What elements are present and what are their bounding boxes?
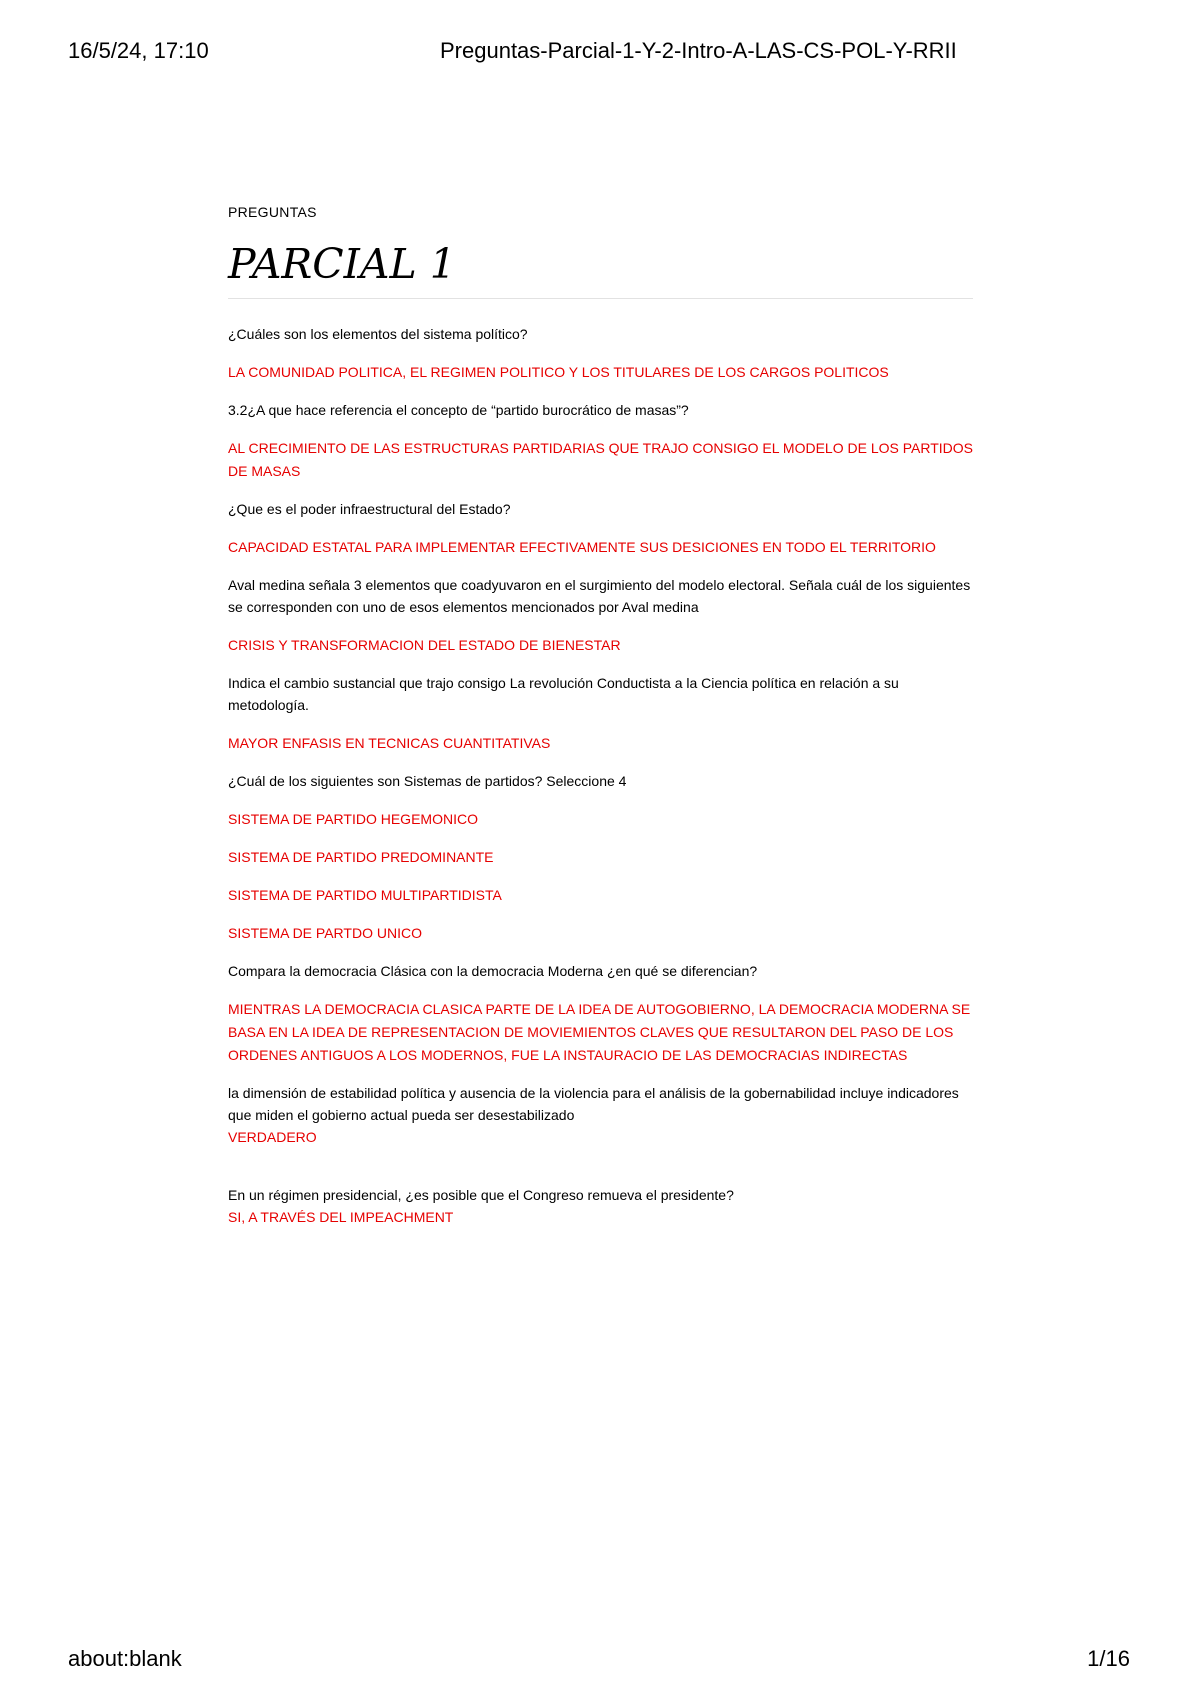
answer-text: VERDADERO — [228, 1129, 317, 1145]
answer-text: SISTEMA DE PARTIDO PREDOMINANTE — [228, 849, 494, 865]
print-footer — [0, 1646, 1200, 1676]
question-answer-list — [228, 323, 973, 1229]
answer-text: SI, A TRAVÉS DEL IMPEACHMENT — [228, 1209, 454, 1225]
document-kicker: PREGUNTAS — [228, 204, 317, 220]
answer-text: LA COMUNIDAD POLITICA, EL REGIMEN POLITICO Y LOS TITULARES DE LOS CARGOS POLITICOS — [228, 364, 889, 380]
document-content — [228, 204, 973, 1244]
question-text: ¿Que es el poder infraestructural del Estado? — [228, 501, 511, 517]
answer-text: SISTEMA DE PARTDO UNICO — [228, 925, 422, 941]
print-url: about:blank — [68, 1646, 182, 1671]
answer-text: CRISIS Y TRANSFORMACION DEL ESTADO DE BIENESTAR — [228, 637, 621, 653]
print-document-title: Preguntas-Parcial-1-Y-2-Intro-A-LAS-CS-POL-Y-RRII — [440, 38, 957, 63]
answer-text: CAPACIDAD ESTATAL PARA IMPLEMENTAR EFECTIVAMENTE SUS DESICIONES EN TODO EL TERRITORIO — [228, 539, 936, 555]
question-text: En un régimen presidencial, ¿es posible que el Congreso remueva el presidente? — [228, 1187, 734, 1203]
print-page-number: 1/16 — [1087, 1646, 1130, 1671]
question-text: ¿Cuáles son los elementos del sistema político? — [228, 326, 528, 342]
page-title: PARCIAL 1 — [228, 240, 973, 299]
print-date: 16/5/24, 17:10 — [68, 38, 209, 63]
answer-text: SISTEMA DE PARTIDO MULTIPARTIDISTA — [228, 887, 502, 903]
question-text: ¿Cuál de los siguientes son Sistemas de partidos? Seleccione 4 — [228, 773, 627, 789]
print-header — [0, 38, 1200, 68]
question-text: 3.2¿A que hace referencia el concepto de “partido burocrático de masas”? — [228, 402, 689, 418]
question-text: la dimensión de estabilidad política y ausencia de la violencia para el análisis de la gobernabilidad incluye indicadores que miden el gobierno actual pueda ser desestabilizado — [228, 1085, 959, 1123]
question-text: Compara la democracia Clásica con la democracia Moderna ¿en qué se diferencian? — [228, 963, 758, 979]
spacer — [228, 1164, 973, 1184]
answer-text: SISTEMA DE PARTIDO HEGEMONICO — [228, 811, 478, 827]
question-text: Indica el cambio sustancial que trajo consigo La revolución Conductista a la Ciencia política en relación a su metodología. — [228, 675, 899, 713]
answer-text: MIENTRAS LA DEMOCRACIA CLASICA PARTE DE LA IDEA DE AUTOGOBIERNO, LA DEMOCRACIA MODERNA SE BASA EN LA IDEA DE REPRESENTACION DE MOVIEMIENTOS CLAVES QUE RESULTARON DEL PASO DE LOS ORDENES ANTIGUOS A LOS MODERNOS, FUE LA INSTAURACIO DE LAS DEMOCRACIAS INDIRECTAS — [228, 1001, 971, 1063]
answer-text: AL CRECIMIENTO DE LAS ESTRUCTURAS PARTIDARIAS QUE TRAJO CONSIGO EL MODELO DE LOS PARTIDOS DE MASAS — [228, 440, 974, 479]
answer-text: MAYOR ENFASIS EN TECNICAS CUANTITATIVAS — [228, 735, 551, 751]
question-text: Aval medina señala 3 elementos que coadyuvaron en el surgimiento del modelo electoral. Señala cuál de los siguientes se corresponden con uno de esos elementos mencionados por Aval medina — [228, 577, 971, 615]
